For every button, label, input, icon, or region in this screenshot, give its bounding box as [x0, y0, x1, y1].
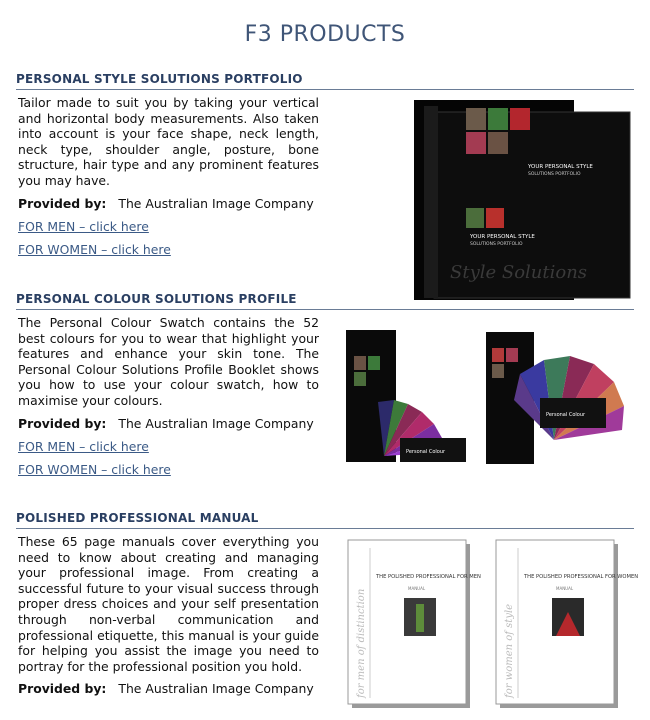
- section-heading: PERSONAL COLOUR SOLUTIONS PROFILE: [16, 292, 634, 310]
- provided-label: Provided by:: [18, 681, 107, 697]
- for-men-link[interactable]: FOR MEN – click here: [18, 438, 149, 454]
- men-swatch-label: Personal Colour: [406, 449, 446, 455]
- manual-women-title: THE POLISHED PROFESSIONAL FOR WOMEN: [524, 574, 639, 580]
- section-description: These 65 page manuals cover everything you need to know about creating and managing your professional image. From creating a successful future to your visual success through proper dress choices and your self presentation through non-verbal communication and professional etiquette, this manual is your guide for helping you assist the image you need to portray for the professional position you hold.: [18, 534, 319, 674]
- section-heading: POLISHED PROFESSIONAL MANUAL: [16, 511, 634, 529]
- manual-women-script: for women of style: [504, 603, 515, 698]
- section-heading: PERSONAL STYLE SOLUTIONS PORTFOLIO: [16, 72, 634, 90]
- portfolio-script: Style Solutions: [450, 262, 588, 283]
- portfolio-spine: [424, 106, 438, 298]
- for-women-link[interactable]: FOR WOMEN – click here: [18, 461, 171, 477]
- portfolio-brand-front: YOUR PERSONAL STYLE: [470, 234, 535, 240]
- portfolio-sub-front: SOLUTIONS PORTFOLIO: [470, 242, 523, 247]
- colour-profile-women-image: [484, 330, 636, 470]
- provider-name: The Australian Image Company: [118, 415, 314, 431]
- for-women-link[interactable]: FOR WOMEN – click here: [18, 241, 171, 257]
- section-description: Tailor made to suit you by taking your vertical and horizontal body measurements. Also taken into account is your face shape, neck length, neck type, shoulder angle, posture, bone structure, hair type and any prominent features you may have.: [18, 95, 319, 188]
- manual-men-image: [346, 538, 481, 710]
- for-men-link[interactable]: FOR MEN – click here: [18, 218, 149, 234]
- manual-women-label: MANUAL: [556, 586, 574, 591]
- manual-men-title: THE POLISHED PROFESSIONAL FOR MEN: [376, 574, 481, 580]
- manual-men-script: for men of distinction: [356, 588, 367, 698]
- manual-women-image: [494, 538, 639, 710]
- portfolio-brand: YOUR PERSONAL STYLE: [528, 164, 593, 170]
- provider-name: The Australian Image Company: [118, 681, 314, 697]
- colour-profile-men-image: [344, 328, 474, 468]
- style-portfolio-image: [410, 98, 638, 302]
- manual-men-label: MANUAL: [408, 586, 426, 591]
- section-description: The Personal Colour Swatch contains the 52 best colours for you to wear that highlight your features and enhance your skin tone. The Personal Colour Solutions Profile Booklet shows you how to use your colour swatch, how to maximise your colours.: [18, 315, 319, 408]
- provided-label: Provided by:: [18, 415, 107, 431]
- page-title: F3 PRODUCTS: [244, 22, 406, 47]
- provider-name: The Australian Image Company: [118, 195, 314, 211]
- women-swatch-label: Personal Colour: [546, 412, 586, 418]
- provided-label: Provided by:: [18, 195, 107, 211]
- portfolio-sub: SOLUTIONS PORTFOLIO: [528, 172, 581, 177]
